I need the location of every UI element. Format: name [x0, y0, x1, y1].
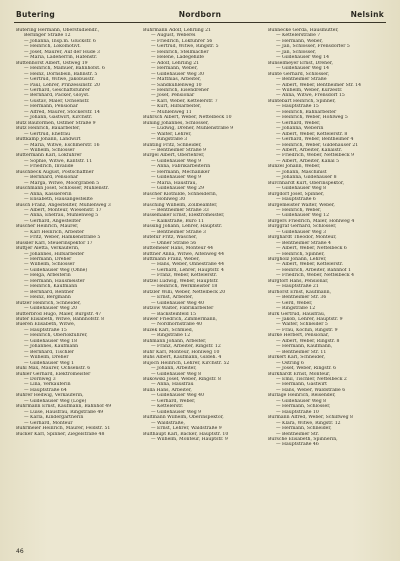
directory-entry: Büsching Wilhelm, Zollbeamter, [143, 202, 218, 208]
directory-entry: — Friedrich, Weber, Nettelbeck 9 [276, 153, 355, 159]
directory-entry: — Albert, Weber, Kettelerstr. 8 [276, 131, 348, 137]
directory-entry: Buschbeck August, Postschaffner [16, 169, 94, 175]
directory-entry: — Marga, Witwe, Moorgraben 5 [24, 180, 100, 186]
directory-entry: — Gildehauser Weg 18 [24, 338, 78, 344]
directory-entry: Buschmann Josef, Schlosser, Mühlenstr. [16, 186, 109, 192]
directory-entry: — Friedrich, Weber, Nettelbeck 4 [276, 273, 355, 279]
directory-entry: — Gildehauser Weg 20 [24, 306, 78, 312]
directory-entry: — Heinz, Dornsbein, Bahnstr. 5 [24, 71, 98, 77]
directory-entry: — Anna, Fabrikarbeiterin [151, 164, 211, 170]
directory-entry: — Heinrich, Spinner, [276, 251, 325, 257]
directory-entry: — Klara, Witwe, Ringstr. 12 [276, 420, 341, 426]
directory-entry: — Hauptstraße 64 [24, 387, 67, 393]
directory-entry: — Hermann, Kaufmann, [276, 344, 333, 350]
directory-entry: — Ringstraße 12 [151, 333, 191, 339]
directory-entry: — Anna, Witwe, Frensdorf 15 [276, 93, 345, 99]
directory-entry: Bujoch Heinrich, Lehrer, Kirchstr. 52 [143, 360, 230, 366]
directory-entry: Büssemaker Ernst, Elektromeister, [143, 213, 225, 219]
directory-entry: — Hermann, Mechaniker [151, 169, 210, 175]
directory-entry: — Elisabeth, Hausangestellte [24, 197, 93, 203]
directory-entry: — Jakob, Lehrer, Hauptstr. 9 [276, 317, 343, 323]
directory-entry: — Gertrud, Ehefrau [24, 131, 71, 137]
directory-entry: — Hermann, Schneider, [276, 426, 332, 432]
directory-entry: — Josef, Pensionär [151, 93, 195, 99]
directory-entry: Büning Johannes, Schlosser, [143, 120, 209, 126]
directory-entry: Buttjer Aletta, Verkäuferin, [16, 246, 80, 252]
directory-entry: — Heinrich, Lokomotivf. [24, 44, 81, 50]
directory-entry: Büter Elisabeth, Witwe, Bahnhofstr. 8 [16, 317, 105, 323]
directory-entry: — Bernhard, Pensionär [24, 175, 79, 181]
directory-entry: — Bernhard, Packer, Gloyst. [24, 93, 90, 99]
directory-entry: — Bentheimer Straße [276, 77, 327, 83]
directory-entry: Buhs Albert, Kaufmann, Gildeh. 4 [143, 355, 222, 361]
directory-entry: — Anna, Kassiererin [24, 191, 72, 197]
directory-entry: — Heinrich, Weber, [276, 207, 322, 213]
directory-entry: — Jan, Schlosser, Frensdorfer 5 [276, 44, 350, 50]
directory-entry: Burgdorf Josef, Spinner, [268, 191, 325, 197]
directory-entry: — Albert, Arbeiter, Kanalstr. [276, 147, 342, 153]
directory-entry: Bützel Ludwig, Weber, Hauptstr. [143, 278, 219, 284]
directory-entry: Busch Franz, Angestellter, Mühlenweg 3 [16, 202, 111, 208]
directory-entry: — Heinrich, Kaufmann [24, 284, 78, 290]
directory-entry: — Gerhard, Weber, Bentheimer 4 [276, 137, 354, 143]
directory-entry: — Gildehauser Weg 14 [276, 66, 330, 72]
directory-entry: — Hauptstraße 10 [276, 409, 319, 415]
directory-entry: — Johannes, Kaufmann [24, 344, 79, 350]
directory-entry: Bürgel Albert, Oberlehrer, [143, 153, 205, 159]
directory-entry: — Gerhard, Lehrer, Hauptstr. 4 [151, 267, 224, 273]
directory-entry: — Backsteinfeld 15 [151, 311, 197, 317]
directory-entry: — Karla, Kindergärtnerin [24, 415, 84, 421]
directory-entry: — Ludwig, Dreher, Mühlenstraße 9 [151, 126, 234, 132]
directory-entry: Burgemeister Walter, Weber, [268, 202, 335, 208]
directory-entry: — Hohlweg 30 [151, 197, 186, 203]
directory-entry: — Gildehauser Weg 8 [276, 398, 327, 404]
directory-entry: Burgers Friedrich, Maler, Hohlweg 4 [268, 218, 355, 224]
directory-entry: — Gildehauser Weg 8 [151, 371, 202, 377]
directory-entry: — Mühlenweg 11 [151, 109, 192, 115]
directory-entry: Bührmann Adolf, Lehrling 21 [143, 28, 211, 33]
directory-entry: — Adolf, Lehrling 21 [151, 60, 200, 66]
directory-entry: Burchhardt Kurt, Oberinspektor, [268, 180, 345, 186]
page-header [14, 8, 386, 23]
directory-entry: — Gildehauser Weg (Ohne) [24, 267, 88, 273]
directory-entry: — Waldstraße, [151, 420, 185, 426]
directory-entry: — Hermann, Gastwirt [276, 382, 327, 388]
directory-entry: — Wilhelm, Schlosser [24, 262, 75, 268]
directory-entry: — Heinrich, Werkmeister 18 [151, 284, 218, 290]
directory-entry: — Helene, Ladegehilfe [151, 55, 204, 61]
directory-entry: — Ringstraße 3 [151, 137, 188, 143]
directory-entry: — Helga, Arbeiterin [24, 273, 71, 279]
directory-entry: — Bentheimer Str. [276, 431, 319, 437]
directory-entry: Burhorst Ernst, Kaufmann, [268, 289, 332, 295]
directory-entry: — Gildehauser Weg 14 [276, 55, 330, 61]
directory-entry: — Gildehauser Weg 29 [151, 186, 205, 192]
directory-entry: — Paul, Lehrer, Prinzessinstr. 20 [24, 82, 100, 88]
directory-entry: Buttermann Karl, Lokführer [16, 153, 82, 159]
directory-entry: — Johann, Maschinist [276, 169, 327, 175]
directory-entry: — Heinrich, Stellmacher [151, 49, 209, 55]
directory-entry: — Johanna, Weberin [276, 126, 324, 132]
directory-entry: Büttmann Franz, Weber, [143, 257, 200, 263]
header-left-entry: Butering [16, 10, 56, 19]
directory-entry: — Gerhard, Angestellter [24, 218, 81, 224]
directory-entry: Butzer Heinrich, Schneider, [16, 300, 81, 306]
directory-entry: Bultmann Wilhelm, Oberinspektor, [143, 415, 224, 421]
directory-entry: Bulla Hans, Arbeiter, [143, 387, 192, 393]
directory-entry: Buttenhorst Albert, Ostweg 19 [16, 60, 88, 66]
directory-entry: — Gerhard, Monteur [24, 420, 73, 426]
directory-entry: Bünting Fritz, Schneider, [143, 142, 202, 148]
directory-entry: — Hauptstraße 15 [276, 104, 319, 110]
directory-entry: — Bentheimer Straße 3 [151, 229, 206, 235]
directory-entry: Bunnecke Gerda, Hausmutter, [268, 28, 339, 33]
directory-entry: Burk Gertrud, Hausfrau, [268, 311, 326, 317]
directory-entry: Bührmann Ernst, Kaufmann, Bahnhof 49 [16, 404, 112, 410]
directory-entry: Burghardt Theodor, Monteur, [268, 235, 337, 241]
directory-entry: Bunzel Johann, Weber, [268, 164, 321, 170]
directory-entry: — Hauptstraße 46 [276, 442, 319, 448]
directory-entry: — Walter, Lehrer, [151, 131, 192, 137]
directory-entry: — Friedrich, Invalide [24, 164, 74, 170]
directory-entry: Buscher Heinrich, Maurer, [16, 224, 79, 230]
directory-entry: — Gerhard, Geschäftsführer [24, 87, 91, 93]
directory-entry: Büscher Klothilde, Schneiderin, [143, 191, 218, 197]
directory-entry: — Ernst, Arbeiter, [151, 295, 194, 301]
directory-entry: — Hermann, Weber, [151, 66, 198, 72]
directory-entry: — Gerd, Weber, [276, 300, 313, 306]
directory-entry: — Dornweg 3 [24, 377, 56, 382]
directory-entry: — Matthias, Arbeiter, [151, 77, 201, 83]
directory-entry: — Gildehauser Weg 12 [276, 213, 330, 219]
directory-entry: Bütefür Fritz, Wäscher, [143, 235, 198, 241]
directory-entry: Büzek Karl, Schmied, [143, 327, 194, 333]
directory-entry: — Josef, Maurer, Auf der Hude 3 [24, 49, 100, 55]
directory-entry: — Kettelerstraße 7 [276, 33, 321, 39]
directory-entry: Bütterbrod Hugo, Maler, Burgstr. 47 [16, 311, 102, 317]
directory-entry: — Heinrich, Arbeiter, Bahnhof 1 [276, 267, 351, 273]
directory-entry: — Bentheimer Straße 33 [151, 207, 209, 213]
directory-entry: — Franz, Weber, Kettelerstr. [151, 273, 217, 279]
directory-entry: Büssing Johann, Lehrer, Hauptstr. [143, 224, 223, 230]
directory-entry: — Bentheimer Str. 11 [276, 349, 327, 355]
column-3 [268, 28, 386, 545]
directory-entry: — Heinrich, Mamuer, Bahnhofst. 6 [24, 66, 105, 72]
directory-entry: — Gildehauser Weg 3 [276, 229, 327, 235]
directory-entry: Burgtorf Hans, Pensionär, [268, 278, 329, 284]
directory-entry: — Bentheimer Straße 9 [151, 147, 206, 153]
directory-entry: — Wilhelm, Monteur, Hauptstr. 9 [151, 436, 228, 442]
directory-entry: Buhmann Johann, Arbeiter, [143, 338, 207, 344]
directory-entry: Bücker Karl, Spinner, Ziegelstraße 48 [16, 431, 105, 437]
directory-entry: Büttemeier Hans, Monteur 44 [143, 246, 214, 252]
directory-entry: Bührer Hedwig, Verkäuferin, [16, 393, 84, 399]
directory-entry: — Karl Heinrich, Arbeiter [24, 229, 85, 235]
directory-entry: — Gildehauser Weg 40 [151, 393, 205, 399]
directory-entry: Burke Herbert, Pensionär, [268, 333, 330, 339]
directory-entry: Büwer Friedrich, Zimmermann, [143, 317, 218, 323]
directory-entry: — Kettelerstr. [151, 404, 184, 410]
directory-entry: — Johanna, Gildehauser 8 [276, 175, 337, 181]
directory-entry: — Luise, Hausfrau, Ringstraße 49 [24, 409, 104, 415]
directory-entry: — Albert, Weber, Nettelbeck 6 [276, 246, 347, 252]
directory-entry: — Heinrich, Weber, Gildehauser 21 [276, 142, 359, 148]
directory-entry: Berlinger Straße 12 [24, 33, 71, 39]
directory-entry: Bützler Willi, Weber, Nettelbeck 20 [143, 289, 226, 295]
directory-entry: Buttkamp Johann, Landwirt [16, 137, 81, 143]
directory-entry: — Albert, Monteur, Wiesenstr. 17 [24, 207, 102, 213]
directory-entry: Bursche Elisabeth, Spinnerin, [268, 436, 338, 442]
directory-entry: — Gertrud, Witwe, Ringstr. 5 [151, 44, 219, 50]
directory-entry: — Hauptstraße 21 [276, 284, 319, 290]
directory-entry: — Gertrud, Witwe, Jakobusstr. [24, 77, 95, 83]
directory-entry: — Gustav, Maler, Ochsenstr. [24, 98, 90, 104]
column-1 [16, 28, 136, 545]
directory-entry: — Sandkuhlenweg 10 [151, 82, 202, 88]
directory-entry: — Heinrich, Eisendreher [151, 87, 209, 93]
directory-entry: — Jan, Schlosser, [276, 49, 317, 55]
directory-entry: — Maria, Ladeherrin, Hafenstr. [24, 55, 98, 61]
directory-entry: Buntebart Heinrich, Spinner, [268, 98, 336, 104]
directory-entry: Bunselmeyer Ernst, Dreher, [268, 60, 333, 66]
directory-entry: — Johann, Arbeiter, [151, 366, 197, 372]
directory-entry: Bunte Gerhard, Schlosser, [268, 71, 330, 77]
directory-entry: — Bentheimer Straße 4 [276, 240, 331, 246]
directory-entry: — Kurt, Hilfsarbeiter, [151, 104, 202, 110]
directory-entry: — Hans, Weber, Ohnestraße 44 [151, 262, 225, 268]
directory-entry: Burmann Alfred, Weber, Schilfweg 8 [268, 415, 353, 421]
header-center-place: Nordborn [178, 10, 222, 19]
directory-entry: — Hermann, Schlosser, [276, 404, 331, 410]
directory-entry: — Frau, Köchin, Ringstr. 9 [276, 327, 338, 333]
directory-entry: — Wilhelm, Weber, Kurzestr. [276, 87, 343, 93]
directory-entry: — Nordhornstraße 40 [151, 322, 203, 328]
directory-entry: — Alfred, Maurer, Stöckerstr. 14 [24, 109, 100, 115]
directory-entry: — Ohner Straße 56 [151, 240, 197, 246]
directory-entry: — Walter, Schneider 5 [276, 322, 328, 328]
directory-entry: — Bernhard, Rentner [24, 289, 74, 295]
directory-entry: Burkhardt Ernst, Monteur, [268, 371, 331, 377]
directory-entry: — Josef, Weber, Ringstr. 6 [276, 366, 337, 372]
page-number: 46 [16, 548, 24, 555]
directory-entry: — Gildehauser Weg 40 [151, 300, 205, 306]
directory-entry: — Anna, Hausfrau [151, 382, 194, 388]
directory-entry: — Heinrich, Weber, Hohlweg 5 [276, 115, 348, 121]
directory-entry: Bühler Gerhard, Elektromeister [16, 371, 91, 377]
directory-entry: — Emil, Tischler, Nettelbeck 2 [276, 377, 347, 382]
directory-entry: Butz Heinrich, Bauarbeiter, [16, 126, 81, 132]
directory-entry: — Fritz, Weber, Hamkenstraße 5 [24, 235, 101, 241]
directory-entry: — Friedrich, Lokführer 56 [151, 38, 213, 44]
directory-entry: — Franz, Arbeiter, Ringstr. 12 [151, 344, 221, 350]
directory-entry: — Albert, Weber, Kettelerstr. [276, 262, 343, 268]
header-right-entry: Nelsink [350, 10, 384, 19]
directory-entry: Butz Bauformen, Ostmer Straße 9 [16, 120, 96, 126]
directory-entry: — Sophie, Witwe, Kantstr. 11 [24, 158, 93, 164]
directory-entry: — Gildehauser Weg 30 [151, 71, 205, 77]
directory-entry: Butering Hermann, Oberstudiendr., [16, 28, 100, 33]
directory-entry: Burggräf Gerhard, Schlosser, [268, 224, 337, 230]
directory-entry: — Gerhard, Weber, [276, 120, 321, 126]
directory-entry: Bührmeier Heinrich, Maurer, Feldstr. 51 [16, 426, 111, 432]
directory-entry: — Wilhelm, Schlosser [24, 147, 75, 153]
directory-entry: — Gildehauser Weg 1 [24, 360, 75, 366]
column-2 [143, 28, 260, 545]
directory-entry: — Ringstraße 12 [276, 306, 316, 312]
directory-entry: — Ernst, Lehrer, Waldstraße 9 [151, 426, 222, 432]
directory-entry: — Wilhelm, Dreher [24, 355, 69, 361]
directory-entry: — Hermann, Pensionär [24, 104, 78, 110]
directory-entry: — Maria, Hausfrau, [151, 180, 197, 186]
directory-entry: — Albert, Weber, Bentheimer Str. 14 [276, 82, 362, 88]
directory-entry: — Gildehauser Weg 9 [151, 409, 202, 415]
directory-entry: — Heinz, Bergmann [24, 295, 71, 301]
directory-entry: — Hauptstraße 6 [276, 197, 316, 203]
directory-entry: Bueren Elisabeth, Witwe, [16, 322, 76, 328]
directory-entry: — Gildehauser Weg (Loge) [24, 398, 87, 404]
directory-entry: — Karl, Weber, Kettelerstr. 7 [151, 98, 218, 104]
directory-entry: Bukowski Josef, Weber, Ringstr. 8 [143, 377, 221, 382]
directory-entry: — Lina, Verkäuferin [24, 382, 71, 388]
directory-entry: Büttner Anna, Witwe, Altenweg 44 [143, 251, 224, 257]
directory-entry: Bühl Max, Maurer, Ochsenstr. 6 [16, 366, 91, 372]
directory-entry: — August, Weberei [151, 33, 196, 39]
directory-entry: Bussler Karl, Steuerinspektor 17 [16, 240, 93, 246]
directory-entry: — Gildehauser Weg 9 [151, 175, 202, 181]
directory-entry: — Hauptstraße 15 [24, 327, 67, 333]
directory-entry: Bührsch Albert, Weber, Nettelbeck 10 [143, 115, 232, 121]
directory-entry: — Maria, Witwe, Eschmerstr. 16 [24, 142, 100, 148]
directory-entry: — Ostring 6 [276, 360, 304, 366]
directory-entry: Burlage Heinrich, Reisender, [268, 393, 336, 399]
directory-entry: — Gildehauser Weg 9 [151, 158, 202, 164]
directory-entry: Burkert Karl, Schneider, [268, 355, 325, 361]
directory-entry: — Bentheimer Str. 36 [276, 295, 327, 301]
directory-entry: — Anna, Ehefrau, Mühlenweg 5 [24, 213, 99, 219]
directory-entry: — Hermann, Hausmeister [24, 278, 85, 284]
directory-entry: Buhr Karl, Monteur, Hohlweg 10 [143, 349, 220, 355]
directory-entry: — Johann, Gastwirt, Kirchstr. [24, 115, 93, 121]
directory-entry: — Kalkstraße, Büro 11 [151, 218, 204, 224]
directory-entry: — Gerhard, Weber, [151, 398, 196, 404]
directory-entry: — Hans, Weber, Waldstraße 6 [276, 387, 346, 393]
directory-entry: — Heinrich, Oberlokführer, [24, 333, 88, 339]
directory-entry: — Gildehauser Weg 8 [276, 186, 327, 192]
directory-entry: Burgholz Johann, Lehrer, [268, 257, 327, 263]
directory-entry: — Johanna, Insp.m. Glückstr. 6 [24, 38, 96, 44]
directory-entry: Bützow Walter, Fabrikarbeiter [143, 306, 214, 312]
directory-entry: — Hermann, Weber, [276, 38, 323, 44]
directory-entry: — Heinrich, Bahnarbeiter [276, 109, 337, 115]
directory-entry: Bulthaupt Karl, Bäcker, Hauptstr. 10 [143, 431, 229, 437]
directory-entry: — Hermann, Dreher [24, 257, 72, 263]
directory-entry: — Bernhard, Tischler [24, 349, 74, 355]
directory-entry: — Johannes, Hilfsarbeiter [24, 251, 85, 257]
directory-entry: — Albert, Arbeiter, Kanal 5 [276, 158, 339, 164]
directory-entry: — Albert, Weber, Ringstr. 8 [276, 338, 340, 344]
